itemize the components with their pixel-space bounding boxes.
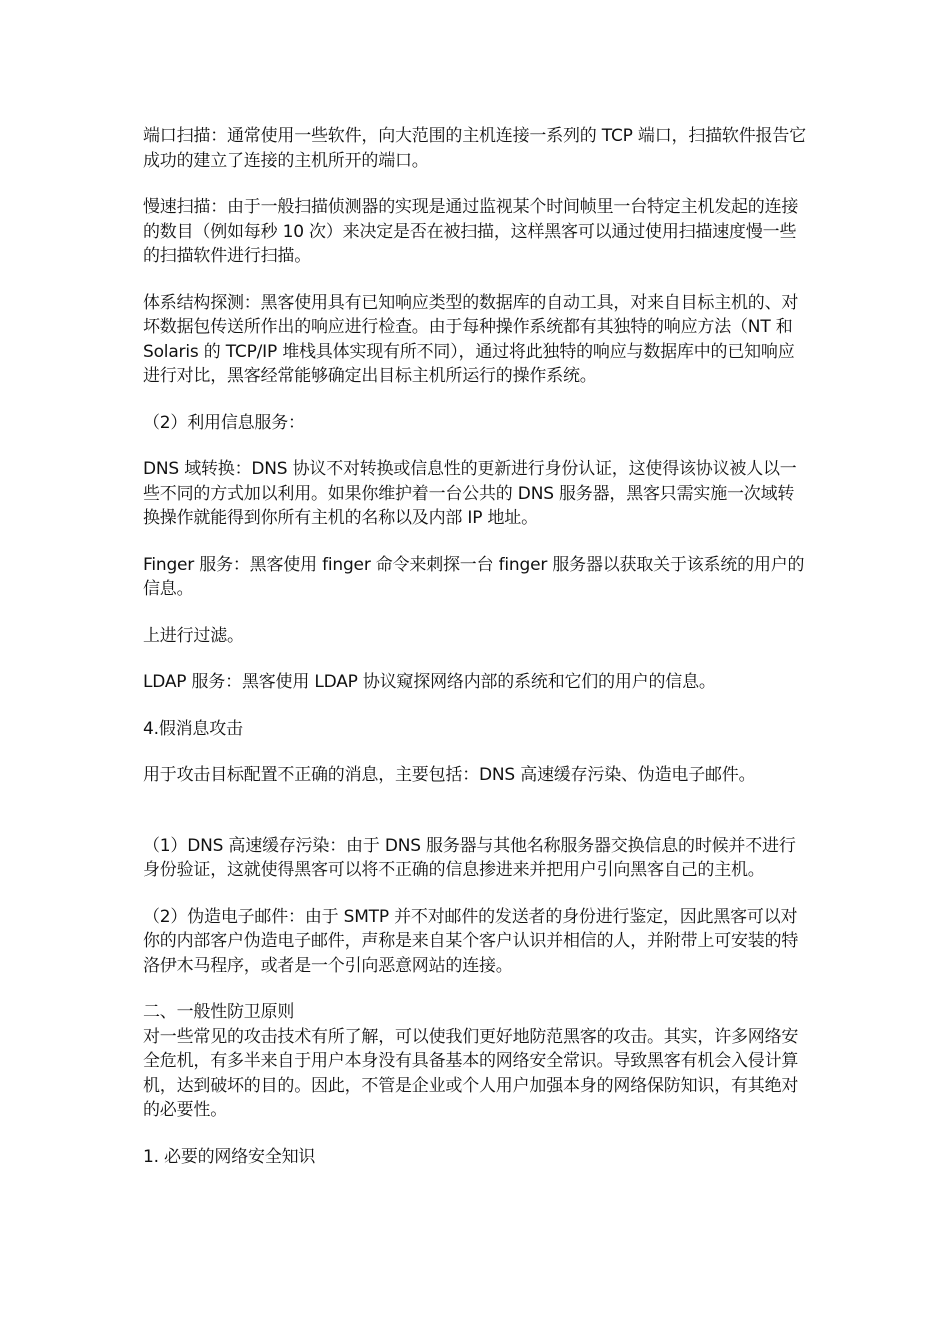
paragraph-info-services-heading: （2）利用信息服务： (143, 412, 305, 433)
paragraph-port-scan: 端口扫描：通常使用一些软件，向大范围的主机连接一系列的 TCP 端口，扫描软件报告它成功的建立了连接的主机所开的端口。 (143, 126, 806, 171)
section-heading-defense-principles: 二、一般性防卫原则 (143, 1002, 295, 1022)
paragraph-filtering: 上进行过滤。 (143, 625, 244, 646)
paragraph-slow-scan: 慢速扫描：由于一般扫描侦测器的实现是通过监视某个时间帧里一台特定主机发起的连接的数目（例如每秒 10 次）来决定是否在被扫描，这样黑客可以通过使用扫描速度慢一些的扫描软件进行扫描。 (143, 197, 799, 266)
paragraph-dns-cache-poisoning: （1）DNS 高速缓存污染：由于 DNS 服务器与其他名称服务器交换信息的时候并不进行身份验证，这就使得黑客可以将不正确的信息掺进来并把用户引向黑客自己的主机。 (143, 835, 796, 880)
paragraph-finger-service: Finger 服务：黑客使用 finger 命令来刺探一台 finger 服务器以获取关于该系统的用户的信息。 (143, 554, 805, 599)
paragraph-defense-intro: 对一些常见的攻击技术有所了解，可以使我们更好地防范黑客的攻击。其实，许多网络安全危机，有多半来自于用户本身没有具备基本的网络安全常识。导致黑客有机会入侵计算机，达到破坏的目的。因此，不管是企业或个人用户加强本身的网络保防知识，有其绝对的必要性。 (143, 1026, 799, 1120)
subheading-network-security-knowledge: 1. 必要的网络安全知识 (143, 1146, 316, 1167)
document-body (143, 124, 808, 1169)
paragraph-email-forgery: （2）伪造电子邮件：由于 SMTP 并不对邮件的发送者的身份进行鉴定，因此黑客可以对你的内部客户伪造电子邮件，声称是来自某个客户认识并相信的人，并附带上可安装的特洛伊木马程序，或者是一个引向恶意网站的连接。 (143, 906, 799, 976)
paragraph-fake-message-intro: 用于攻击目标配置不正确的消息，主要包括：DNS 高速缓存污染、伪造电子邮件。 (143, 765, 756, 785)
paragraph-architecture-probe: 体系结构探测：黑客使用具有已知响应类型的数据库的自动工具，对来自目标主机的、对坏数据包传送所作出的响应进行检查。由于每种操作系统都有其独特的响应方法（NT 和 Solaris 的 TCP/IP 堆栈具体实现有所不同），通过将此独特的响应与数据库中的已知响应进行对比，黑客经常能够确定出目标主机所运行的操作系统。 (143, 292, 799, 386)
paragraph-dns-transfer: DNS 域转换：DNS 协议不对转换或信息性的更新进行身份认证，这使得该协议被人以一些不同的方式加以利用。如果你维护着一台公共的 DNS 服务器，黑客只需实施一次域转换操作就能得到你所有主机的名称以及内部 IP 地址。 (143, 459, 797, 528)
section-heading-fake-message-attack: 4.假消息攻击 (143, 718, 243, 739)
paragraph-ldap-service: LDAP 服务：黑客使用 LDAP 协议窥探网络内部的系统和它们的用户的信息。 (143, 672, 716, 692)
